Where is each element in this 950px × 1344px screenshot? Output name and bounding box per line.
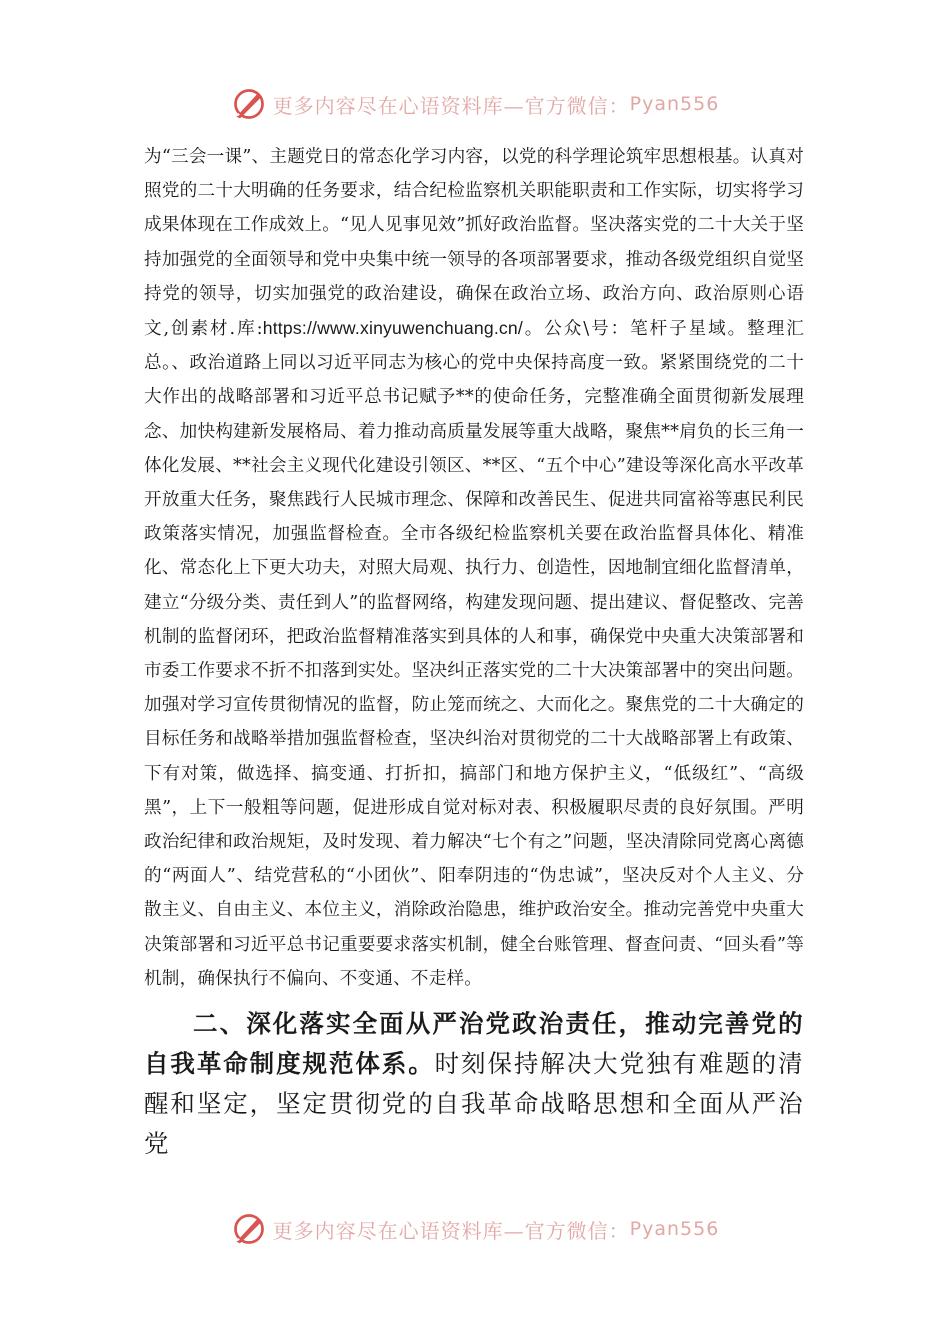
paragraph-1-text-a: 为“三会一课”、主题党日的常态化学习内容，以党的科学理论筑牢思想根基。认真对照党的二十大明确的任务要求，结合纪检监察机关职能职责和工作实际，切实将学习成果体现在工作成效上。“见人见事见效”抓好政治监督。坚决落实党的二十大关于坚持加强党的全面领导和党中央集中统一领导的各项部署要求，推动各级党组织自觉坚持党的领导，切实加强党的政治建设，确保在政治立场、政治方向、政治原则心语文,创素材.库: [144,147,804,340]
section-heading: 二、深化落实全面从严治党政治责任，推动完善党的自我革命制度规范体系。 [144,1009,804,1079]
source-url-link[interactable]: https://www.xinyuwenchuang.cn/ [262,318,523,339]
footer-watermark [0,1209,950,1249]
header-watermark [0,84,950,124]
pen-logo-icon [231,1211,267,1247]
paragraph-1-text-b: 。公众\号：笔杆子星域。整理汇总。、政治道路上同以习近平同志为核心的党中央保持高度一致。紧紧围绕党的二十大作出的战略部署和习近平总书记赋予**的使命任务，完整准确全面贯彻新发展理念、加快构建新发展格局、着力推动高质量发展等重大战略，聚焦**肩负的长三角一体化发展、**社会主义现代化建设引领区、**区、“五个中心”建设等深化高水平改革开放重大任务，聚焦践行人民城市理念、保障和改善民生、促进共同富裕等惠民利民政策落实情况，加强监督检查。全市各级纪检监察机关要在政治监督具体化、精准化、常态化上下更大功夫，对照大局观、执行力、创造性，因地制宜细化监督清单，建立“分级分类、责任到人”的监督网络，构建发现问题、提出建议、督促整改、完善机制的监督闭环，把政治监督精准落实到具体的人和事，确保党中央重大决策部署和市委工作要求不折不扣落到实处。坚决纠正落实党的二十大决策部署中的突出问题。加强对学习宣传贯彻情况的监督，防止笼而统之、大而化之。聚焦党的二十大确定的目标任务和战略举措加强监督检查，坚决纠治对贯彻党的二十大战略部署上有政策、下有对策，做选择、搞变通、打折扣，搞部门和地方保护主义，“低级红”、“高级黑”，上下一般粗等问题，促进形成自觉对标对表、积极履职尽责的良好氛围。严明政治纪律和政治规矩，及时发现、着力解决“七个有之”问题，坚决清除同党离心离德的“两面人”、结党营私的“小团伙”、阳奉阴违的“伪忠诚”，坚决反对个人主义、分散主义、自由主义、本位主义，消除政治隐患，维护政治安全。推动完善党中央重大决策部署和习近平总书记重要要求落实机制，健全台账管理、督查问责、“回头看”等机制，确保执行不偏向、不变通、不走样。 [144,319,805,989]
body-paragraph-2 [144,1004,804,1164]
document-body [144,140,804,1164]
body-paragraph-1 [144,140,804,996]
watermark-wechat-id: Pyan556 [629,93,720,115]
pen-logo-icon [231,86,267,122]
paragraph-2-text: 时刻保持解决大党独有难题的清醒和坚定，坚定贯彻党的自我革命战略思想和全面从严治党 [144,1049,804,1159]
watermark-cn-text: 更多内容尽在心语资料库—官方微信： [272,93,630,118]
watermark-cn-text: 更多内容尽在心语资料库—官方微信： [272,1218,630,1243]
watermark-wechat-id: Pyan556 [629,1218,720,1240]
